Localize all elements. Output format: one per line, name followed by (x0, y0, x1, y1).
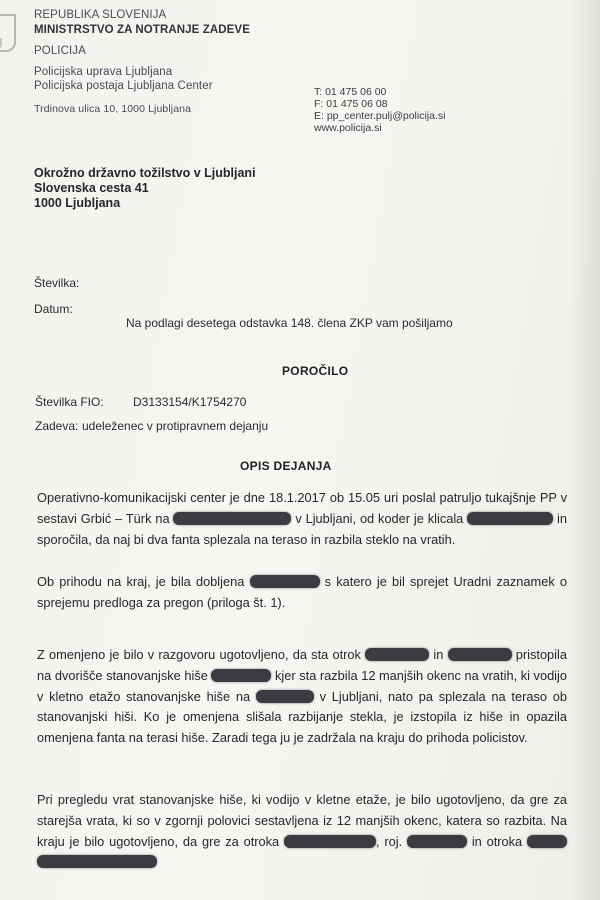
header-ministry: MINISTRSTVO ZA NOTRANJE ZADEVE (34, 24, 250, 36)
p2-text-b: s katero je bil sprejet Uradni zaznamek o sprejemu predloga za pregon (priloga št. 1). (37, 574, 567, 610)
paragraph-2 (37, 572, 567, 614)
p3-text-a: Z omenjeno je bilo v razgovoru ugotovljeno, da sta otrok (37, 647, 361, 662)
redaction (211, 669, 271, 682)
redaction (256, 690, 314, 703)
redaction (407, 835, 467, 848)
fio-label: Številka FIO: (35, 395, 104, 409)
paragraph-3 (37, 645, 567, 749)
section-title: OPIS DEJANJA (240, 459, 332, 473)
redaction (173, 512, 291, 525)
paragraph-1 (37, 488, 567, 550)
header-department: Policijska uprava Ljubljana (34, 66, 173, 78)
p1-text-a: Operativno-komunikacijski center je dne 18.1.2017 ob 15.05 uri poslal patruljo tukajšnje PP v sestavi Grbić – Türk na (37, 490, 567, 526)
header-police: POLICIJA (34, 45, 86, 57)
p4-text-b: , roj. (376, 833, 403, 849)
redaction (448, 648, 512, 661)
redaction (250, 575, 320, 588)
p4-text-a: Pri pregledu vrat stanovanjske hiše, ki vodijo v kletne etaže, je bilo ugotovljeno, da gre za starejša vrata, ki so v zgornji polovici sestavljena iz 12 manjših okenc, katera so razbita. Na kraju je bilo ugotovljeno, da gre za otroka (37, 792, 567, 849)
recipient-line3: 1000 Ljubljana (34, 196, 121, 210)
recipient-line1: Okrožno državno tožilstvo v Ljubljani (34, 166, 256, 180)
p3-text-d: kjer sta razbila 12 manjših okenc na vratih, ki vodijo v kletno etažo stanovanjske hiše na (37, 667, 567, 704)
redaction (365, 648, 429, 661)
subject-label: Zadeva: (35, 419, 79, 433)
report-title: POROČILO (282, 364, 349, 378)
redaction (467, 512, 553, 525)
redaction (527, 835, 567, 848)
header-country: REPUBLIKA SLOVENIJA (34, 9, 167, 21)
redaction (284, 835, 376, 848)
page-edge-shadow (570, 0, 600, 900)
redaction (37, 855, 157, 868)
intro-text: Na podlagi desetega odstavka 148. člena ZKP vam pošiljamo (126, 316, 453, 330)
p3-text-b: in (433, 647, 444, 662)
p4-text-c: in otroka (471, 833, 523, 849)
number-label: Številka: (34, 276, 80, 290)
contact-email: E: pp_center.pulj@policija.si (314, 110, 446, 122)
contact-web: www.policija.si (314, 122, 382, 134)
p1-text-c: in sporočila, da naj bi dva fanta splezala na teraso in razbila steklo na vratih. (37, 510, 568, 547)
p2-text-a: Ob prihodu na kraj, je bila dobljena (37, 574, 245, 589)
subject-value: udeleženec v protipravnem dejanju (82, 419, 269, 433)
header-station: Policijska postaja Ljubljana Center (34, 80, 213, 92)
p1-text-b: v Ljubljani, od koder je klicala (295, 510, 464, 526)
recipient-line2: Slovenska cesta 41 (34, 181, 149, 195)
p3-text-e: v Ljubljani, nato pa splezala na teraso ob stanovanjski hiši. Ko je omenjena slišala razbijanje stekla, je izstopila iz hiše in opazila omenjena fanta na terasi hiše. Zaradi tega ju je zadržala na kraju do prihoda policistov. (37, 688, 567, 746)
contact-fax: F: 01 475 06 08 (314, 98, 388, 110)
contact-phone: T: 01 475 06 00 (314, 86, 387, 98)
coat-of-arms-mark (0, 38, 2, 48)
date-label: Datum: (34, 302, 73, 316)
p3-text-c: pristopila na dvorišče stanovanjske hiše (37, 647, 567, 683)
header-address: Trdinova ulica 10, 1000 Ljubljana (34, 103, 192, 115)
paragraph-4 (37, 790, 567, 873)
coat-of-arms-icon (0, 14, 16, 52)
fio-value: D3133154/K1754270 (133, 395, 247, 409)
